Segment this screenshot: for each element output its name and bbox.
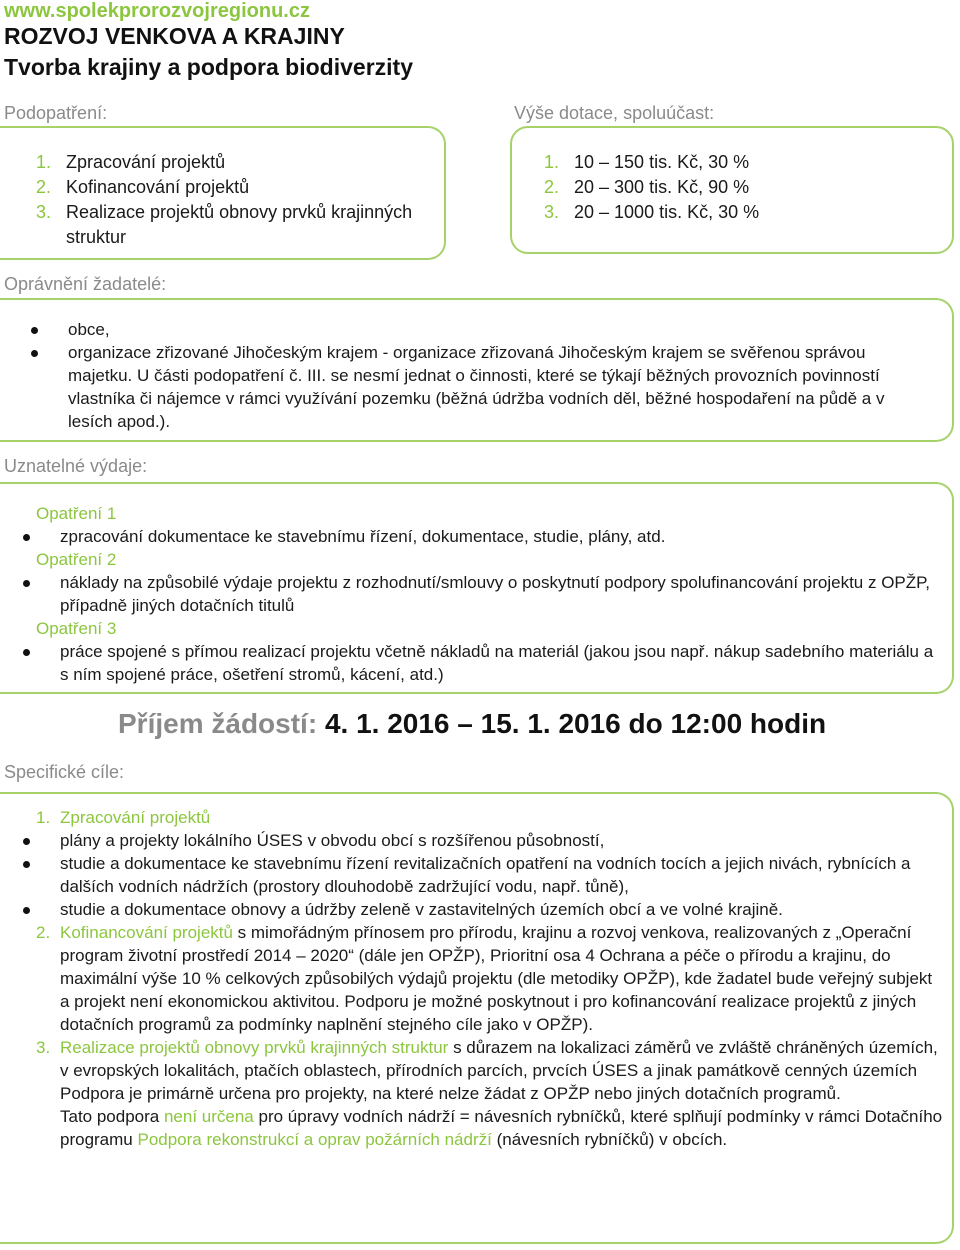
opatreni-2-item: náklady na způsobilé výdaje projektu z rozhodnutí/smlouvy o poskytnutí podpory spolufinancování projektu z OPŽP, případně jiných dotačních titulů: [14, 571, 934, 617]
specificke-box: [0, 792, 954, 1244]
page-subtitle: Tvorba krajiny a podpora biodiverzity: [4, 54, 413, 80]
dotace-label: Výše dotace, spoluúčast:: [514, 103, 715, 123]
podopatreni-item: 3. Realizace projektů obnovy prvků krajinných struktur: [36, 202, 413, 247]
spec-1-item: studie a dokumentace ke stavebnímu řízení revitalizačních opatření na vodních tocích a jejich nivách, rybnících a dalších vodních nádržích (prostory dlouhodobě zadržující vodu, např. tůně),: [14, 852, 944, 898]
podopatreni-item: 1. Zpracování projektů: [36, 152, 226, 172]
specificke-label: Specifické cíle:: [4, 762, 125, 782]
opatreni-2-title: Opatření 2: [36, 550, 117, 569]
opravneni-item: organizace zřizované Jihočeským krajem - organizace zřizovaná Jihočeským krajem se svěřenou správou majetku. U části podopatření č. III. se nesmí jednat o činnosti, které se týkají běžných provozních povinností vlastníka či nájemce v rámci využívání pozemku (běžná údržba vodních děl, běžné hospodaření na půdě a v lesích apod.).: [22, 341, 922, 433]
spec-2-paragraph: 2. Kofinancování projektů s mimořádným přínosem pro přírodu, krajinu a rozvoj venkova, realizovaných z „Operační program životní prostředí 2014 – 2020“ (dále jen OPŽP), Prioritní osa 4 Ochrana a péče o přírodu a krajinu, do maximální výše 10 % celkových způsobilých výdajů projektu (dle metodiky OPŽP), kde žadatel bude veřejný subjekt a projekt není ekonomickou aktivitou. Podporu je možné poskytnout i pro kofinancování realizace projektů z jiných dotačních programů za podmínky naplnění stejného cíle jako v OPŽP).: [36, 923, 933, 1034]
website-url: www.spolekprorozvojregionu.cz: [4, 0, 310, 22]
prijem-label: Příjem žádostí:: [118, 708, 318, 739]
spec-3-restriction: Tato podpora není určena pro úpravy vodních nádrží = návesních rybníčků, které splňují podmínky v rámci Dotačního programu Podpora rekonstrukcí a oprav požárních nádrží (návesních rybníčků) v obcích.: [60, 1107, 943, 1149]
dotace-item: 3. 20 – 1000 tis. Kč, 30 %: [544, 202, 760, 222]
dotace-item: 1. 10 – 150 tis. Kč, 30 %: [544, 152, 750, 172]
opravneni-box: [0, 298, 954, 442]
spec-1-item: studie a dokumentace obnovy a údržby zeleně v zastavitelných územích obcí a ve volné krajině.: [14, 898, 944, 921]
spec-3-note: Podpora je primárně určena pro projekty, na které nelze žádat z OPŽP nebo jiných dotačních programů.: [60, 1084, 841, 1103]
podopatreni-box: [0, 126, 446, 260]
spec-3-paragraph: 3. Realizace projektů obnovy prvků krajinných struktur s důrazem na lokalizaci záměrů ve zvláště chráněných územích, v evropských lokalitách, ptačích oblastech, přírodních parcích, prvcích ÚSES a jinak památkově cenných územích: [36, 1038, 938, 1080]
opatreni-1-title: Opatření 1: [36, 504, 117, 523]
opravneni-item: obce,: [22, 318, 922, 341]
opatreni-1-item: zpracování dokumentace ke stavebnímu řízení, dokumentace, studie, plány, atd.: [14, 525, 934, 548]
opatreni-3-title: Opatření 3: [36, 619, 117, 638]
spec-1-item: plány a projekty lokálního ÚSES v obvodu obcí s rozšířenou působností,: [14, 829, 944, 852]
dotace-item: 2. 20 – 300 tis. Kč, 90 %: [544, 177, 750, 197]
prijem-zadosti: [118, 708, 826, 740]
page-title: ROZVOJ VENKOVA A KRAJINY: [4, 23, 345, 49]
opatreni-3-item: práce spojené s přímou realizací projektu včetně nákladů na materiál (jakou jsou např. nákup sadebního materiálu a s ním spojené práce, ošetření stromů, kácení, atd.): [14, 640, 934, 686]
uznatelne-label: Uznatelné výdaje:: [4, 456, 148, 476]
uznatelne-box: [0, 482, 954, 694]
spec-1-heading: 1. Zpracování projektů: [36, 808, 211, 827]
prijem-value: 4. 1. 2016 – 15. 1. 2016 do 12:00 hodin: [324, 708, 827, 739]
podopatreni-label: Podopatření:: [4, 103, 108, 123]
dotace-box: [510, 126, 954, 254]
podopatreni-item: 2. Kofinancování projektů: [36, 177, 250, 197]
opravneni-label: Oprávnění žadatelé:: [4, 274, 167, 294]
